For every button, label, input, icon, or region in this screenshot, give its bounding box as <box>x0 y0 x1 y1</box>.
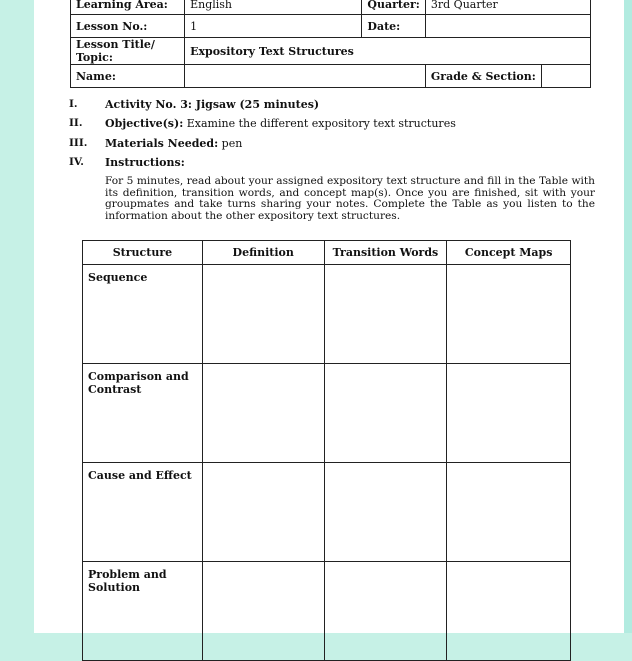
column-header-concept-maps: Concept Maps <box>447 241 571 265</box>
lesson-title-value: Expository Text Structures <box>185 38 591 65</box>
row-label-cause-effect: Cause and Effect <box>83 463 203 562</box>
table-row <box>83 364 571 463</box>
lesson-no-value: 1 <box>185 15 362 38</box>
name-label: Name: <box>71 65 185 88</box>
concept-maps-cell[interactable] <box>447 562 571 661</box>
item-text: pen <box>218 136 243 150</box>
materials-item <box>69 137 599 156</box>
column-header-transition-words: Transition Words <box>324 241 447 265</box>
instructions-item <box>69 156 599 175</box>
definition-cell[interactable] <box>202 265 324 364</box>
activity-item <box>69 98 599 117</box>
table-row <box>83 562 571 661</box>
transition-words-cell[interactable] <box>324 364 447 463</box>
column-header-structure: Structure <box>83 241 203 265</box>
item-number: IV. <box>69 155 84 168</box>
concept-maps-cell[interactable] <box>447 265 571 364</box>
concept-maps-cell[interactable] <box>447 463 571 562</box>
instructions-paragraph: For 5 minutes, read about your assigned expository text structure and fill in the Table with its definition, transition words, and concept map(s). Once you are finished, sit with your groupmates and take turns sharing your notes. Complete the Table as you listen to the information about the other expository text structures. <box>105 175 595 223</box>
lesson-no-label: Lesson No.: <box>71 15 185 38</box>
item-title: Activity No. 3: Jigsaw (25 minutes) <box>105 98 320 111</box>
item-number: II. <box>69 117 83 130</box>
definition-cell[interactable] <box>202 463 324 562</box>
objective-item <box>69 117 599 136</box>
date-field[interactable] <box>425 15 590 38</box>
item-number: III. <box>69 136 88 149</box>
item-title: Objective(s): <box>105 117 184 131</box>
item-number: I. <box>69 98 78 110</box>
grade-section-field[interactable] <box>541 65 590 88</box>
item-title: Materials Needed: <box>105 136 219 150</box>
row-label-comparison-contrast: Comparison and Contrast <box>83 364 203 463</box>
column-header-definition: Definition <box>202 241 324 265</box>
definition-cell[interactable] <box>202 562 324 661</box>
table-row <box>83 265 571 364</box>
concept-maps-cell[interactable] <box>447 364 571 463</box>
lesson-title-label: Lesson Title/ Topic: <box>71 38 185 65</box>
transition-words-cell[interactable] <box>324 265 447 364</box>
structures-table <box>82 240 571 661</box>
activity-items <box>69 98 599 175</box>
row-label-sequence: Sequence <box>83 265 203 364</box>
grade-section-label: Grade & Section: <box>425 65 541 88</box>
learning-area-value: English <box>185 0 362 15</box>
right-border-band <box>624 0 632 633</box>
row-label-problem-solution: Problem and Solution <box>83 562 203 661</box>
quarter-label: Quarter: <box>362 0 425 15</box>
transition-words-cell[interactable] <box>324 562 447 661</box>
date-label: Date: <box>362 15 425 38</box>
item-title: Instructions: <box>105 155 185 169</box>
name-field[interactable] <box>185 65 426 88</box>
transition-words-cell[interactable] <box>324 463 447 562</box>
item-text: Examine the different expository text structures <box>183 117 456 131</box>
lesson-header-table <box>70 0 591 88</box>
quarter-value: 3rd Quarter <box>425 0 590 15</box>
definition-cell[interactable] <box>202 364 324 463</box>
table-row <box>83 463 571 562</box>
learning-area-label: Learning Area: <box>71 0 185 15</box>
